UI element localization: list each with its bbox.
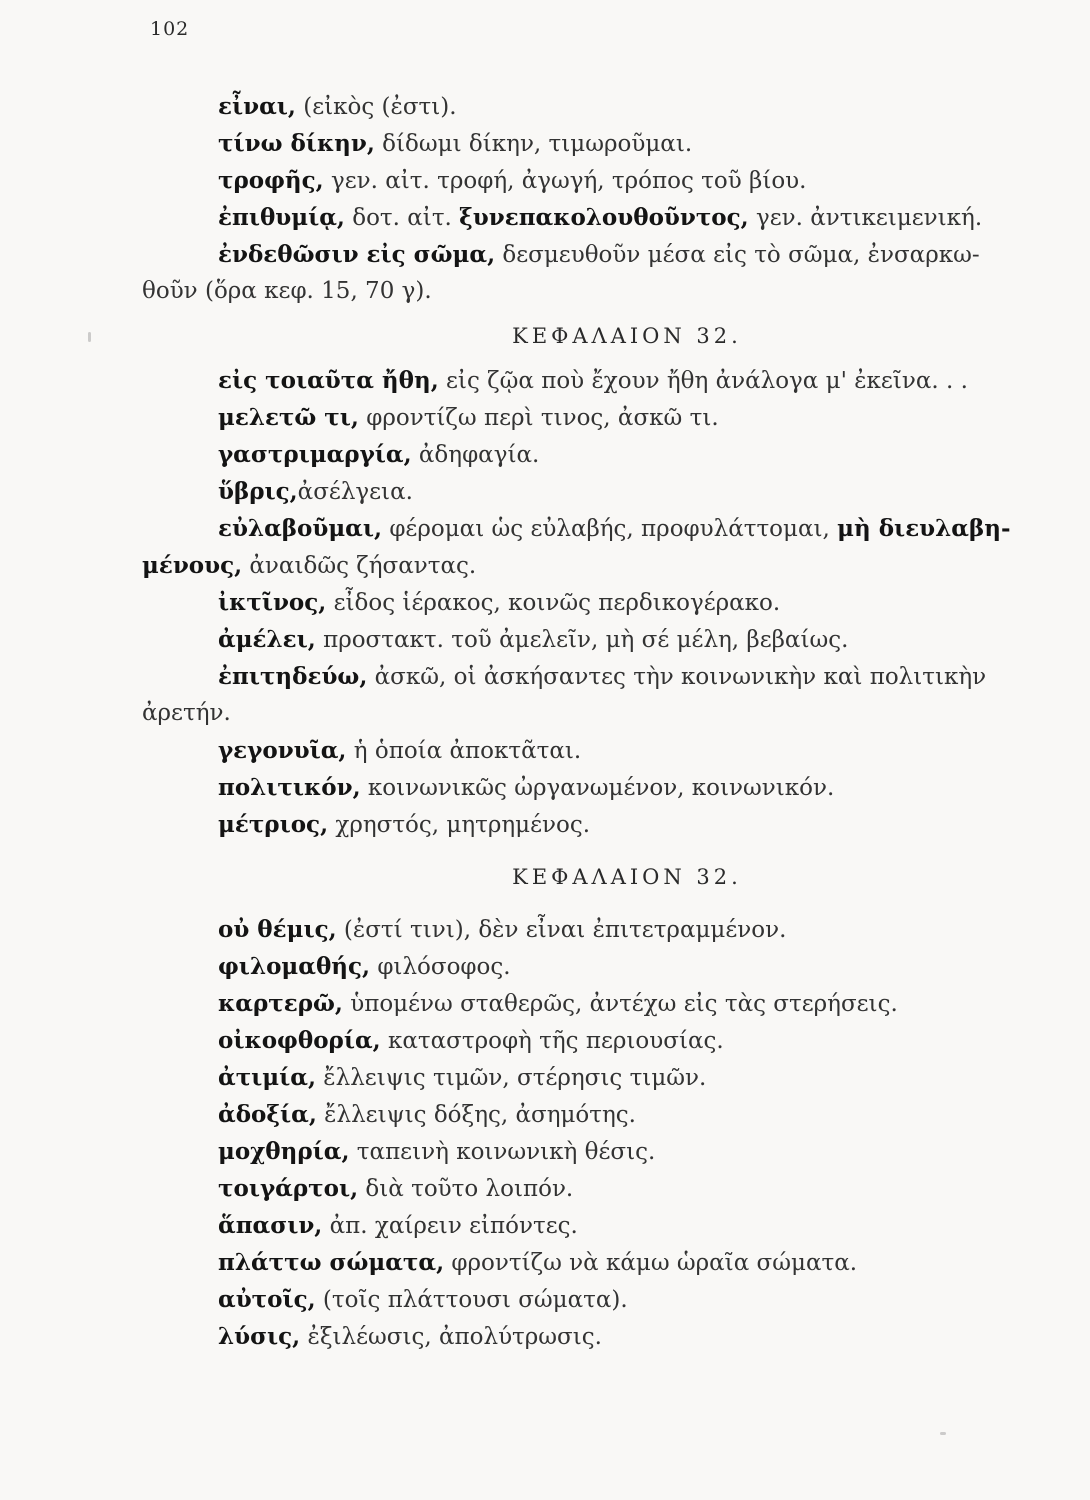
glossary-entry [142, 658, 1042, 695]
entry-gloss: δεσμευθοῦν μέσα εἰς τὸ σῶμα, ἐνσαρκω- [495, 242, 980, 268]
glossary-entry [142, 273, 1042, 310]
entry-term: εὐλαβοῦμαι, [218, 515, 383, 542]
entry-term: τροφῆς, [218, 167, 324, 194]
glossary-entry [142, 1281, 1042, 1318]
entry-gloss: προστακτ. τοῦ ἀμελεῖν, μὴ σέ μέλη, βεβαίως. [315, 627, 849, 653]
entry-gloss: δίδωμι δίκην, τιμωροῦμαι. [374, 131, 693, 157]
glossary-entry [142, 1170, 1042, 1207]
entry-term: οἰκοφθορία, [218, 1027, 381, 1054]
glossary-entry [142, 985, 1042, 1022]
glossary-entry [142, 621, 1042, 658]
entry-term: γαστριμαργία, [218, 441, 412, 468]
entry-gloss: ἀρετήν. [142, 700, 231, 726]
entry-term: ἅπασιν, [218, 1212, 323, 1239]
entry-gloss: γεν. ἀντικειμενική. [748, 205, 983, 231]
entry-gloss: καταστροφὴ τῆς περιουσίας. [380, 1028, 724, 1054]
entry-gloss: φροντίζω νὰ κάμω ὡραῖα σώματα. [444, 1250, 858, 1276]
entry-term: ἀτιμία, [218, 1064, 316, 1091]
paper-speck [940, 1432, 946, 1435]
entry-gloss: εἶδος ἱέρακος, κοινῶς περδικογέρακο. [326, 590, 781, 616]
entry-gloss: ὑπομένω σταθερῶς, ἀντέχω εἰς τὰς στερήσεις. [342, 991, 898, 1017]
entry-term: ὕβρις, [218, 478, 298, 505]
entry-term: μελετῶ τι, [218, 404, 359, 431]
entry-gloss: φροντίζω περὶ τινος, ἀσκῶ τι. [358, 405, 719, 431]
glossary-entry [142, 1059, 1042, 1096]
glossary-entry [142, 1096, 1042, 1133]
glossary-text [142, 88, 1042, 1355]
glossary-entry [142, 911, 1042, 948]
entry-term: μὴ διευλαβη- [837, 515, 1011, 542]
entry-term: φιλομαθής, [218, 953, 371, 980]
entry-term: ξυνεπακολουθοῦντος, [459, 204, 749, 231]
entry-gloss: κοινωνικῶς ὠργανωμένον, κοινωνικόν. [360, 775, 835, 801]
glossary-entry [142, 1207, 1042, 1244]
glossary-entry [142, 769, 1042, 806]
entry-gloss: θοῦν (ὅρα κεφ. 15, 70 γ). [142, 278, 432, 304]
entry-gloss: ἀσκῶ, οἱ ἀσκήσαντες τὴν κοινωνικὴν καὶ πολιτικὴν [367, 664, 987, 690]
glossary-entry [142, 436, 1042, 473]
entry-gloss: γεν. αἰτ. τροφή, ἀγωγή, τρόπος τοῦ βίου. [323, 168, 807, 194]
chapter-heading: ΚΕΦΑΛΑΙΟΝ 32. [512, 865, 742, 889]
entry-gloss: δοτ. αἰτ. [344, 205, 460, 231]
entry-gloss: ἡ ὁποία ἀποκτᾶται. [346, 738, 582, 764]
entry-gloss: φέρομαι ὡς εὐλαβής, προφυλάττομαι, [382, 516, 838, 542]
entry-gloss: (εἰκὸς (ἐστι). [295, 94, 457, 120]
entry-gloss: ἀσέλγεια. [297, 479, 413, 505]
glossary-entry [142, 695, 1042, 732]
entry-term: μένους, [142, 552, 243, 579]
entry-term: ἰκτῖνος, [218, 589, 327, 616]
entry-gloss: ἀναιδῶς ζήσαντας. [242, 553, 477, 579]
entry-term: τίνω δίκην, [218, 130, 375, 157]
chapter-heading: ΚΕΦΑΛΑΙΟΝ 32. [512, 324, 742, 348]
glossary-section-3 [142, 911, 1042, 1355]
entry-gloss: χρηστός, μητρημένος. [328, 812, 591, 838]
glossary-entry [142, 584, 1042, 621]
glossary-entry [142, 1022, 1042, 1059]
glossary-entry [142, 547, 1042, 584]
page-number: 102 [150, 18, 190, 40]
glossary-entry [142, 362, 1042, 399]
glossary-entry [142, 162, 1042, 199]
entry-gloss: ἀδηφαγία. [411, 442, 540, 468]
entry-gloss: (ἐστί τινι), δὲν εἶναι ἐπιτετραμμένον. [336, 917, 787, 943]
glossary-entry [142, 199, 1042, 236]
entry-gloss: ταπεινὴ κοινωνικὴ θέσις. [349, 1139, 656, 1165]
entry-term: γεγονυῖα, [218, 737, 347, 764]
glossary-entry [142, 236, 1042, 273]
glossary-entry [142, 510, 1042, 547]
entry-gloss: (τοῖς πλάττουσι σώματα). [315, 1287, 628, 1313]
glossary-entry [142, 473, 1042, 510]
glossary-section-2 [142, 362, 1042, 843]
entry-term: ἐπιθυμίᾳ, [218, 204, 345, 231]
entry-term: ἀμέλει, [218, 626, 316, 653]
entry-term: ἐπιτηδεύω, [218, 663, 368, 690]
entry-term: αὐτοῖς, [218, 1286, 316, 1313]
entry-term: καρτερῶ, [218, 990, 343, 1017]
glossary-section-1 [142, 88, 1042, 310]
glossary-entry [142, 732, 1042, 769]
entry-term: μέτριος, [218, 811, 329, 838]
entry-term: εἰς τοιαῦτα ἤθη, [218, 367, 439, 394]
entry-term: εἶναι, [218, 93, 296, 120]
glossary-entry [142, 88, 1042, 125]
entry-term: ἀδοξία, [218, 1101, 317, 1128]
glossary-entry [142, 806, 1042, 843]
glossary-entry [142, 948, 1042, 985]
glossary-entry [142, 125, 1042, 162]
entry-gloss: διὰ τοῦτο λοιπόν. [358, 1176, 574, 1202]
entry-gloss: ἔλλειψις τιμῶν, στέρησις τιμῶν. [315, 1065, 707, 1091]
entry-gloss: φιλόσοφος. [370, 954, 511, 980]
entry-gloss: ἔλλειψις δόξης, ἀσημότης. [316, 1102, 636, 1128]
entry-gloss: ἀπ. χαίρειν εἰπόντες. [322, 1213, 578, 1239]
glossary-entry [142, 1318, 1042, 1355]
glossary-entry [142, 399, 1042, 436]
entry-gloss: εἰς ζῷα ποὺ ἔχουν ἤθη ἀνάλογα μ' ἐκεῖνα. . . [438, 368, 968, 394]
entry-gloss: ἐξιλέωσις, ἀπολύτρωσις. [300, 1324, 602, 1350]
entry-term: ἐνδεθῶσιν εἰς σῶμα, [218, 241, 496, 268]
glossary-entry [142, 1244, 1042, 1281]
glossary-entry [142, 1133, 1042, 1170]
entry-term: πολιτικόν, [218, 774, 361, 801]
entry-term: τοιγάρτοι, [218, 1175, 359, 1202]
entry-term: οὐ θέμις, [218, 916, 337, 943]
paper-speck [88, 332, 91, 342]
entry-term: λύσις, [218, 1323, 301, 1350]
entry-term: μοχθηρία, [218, 1138, 350, 1165]
entry-term: πλάττω σώματα, [218, 1249, 445, 1276]
